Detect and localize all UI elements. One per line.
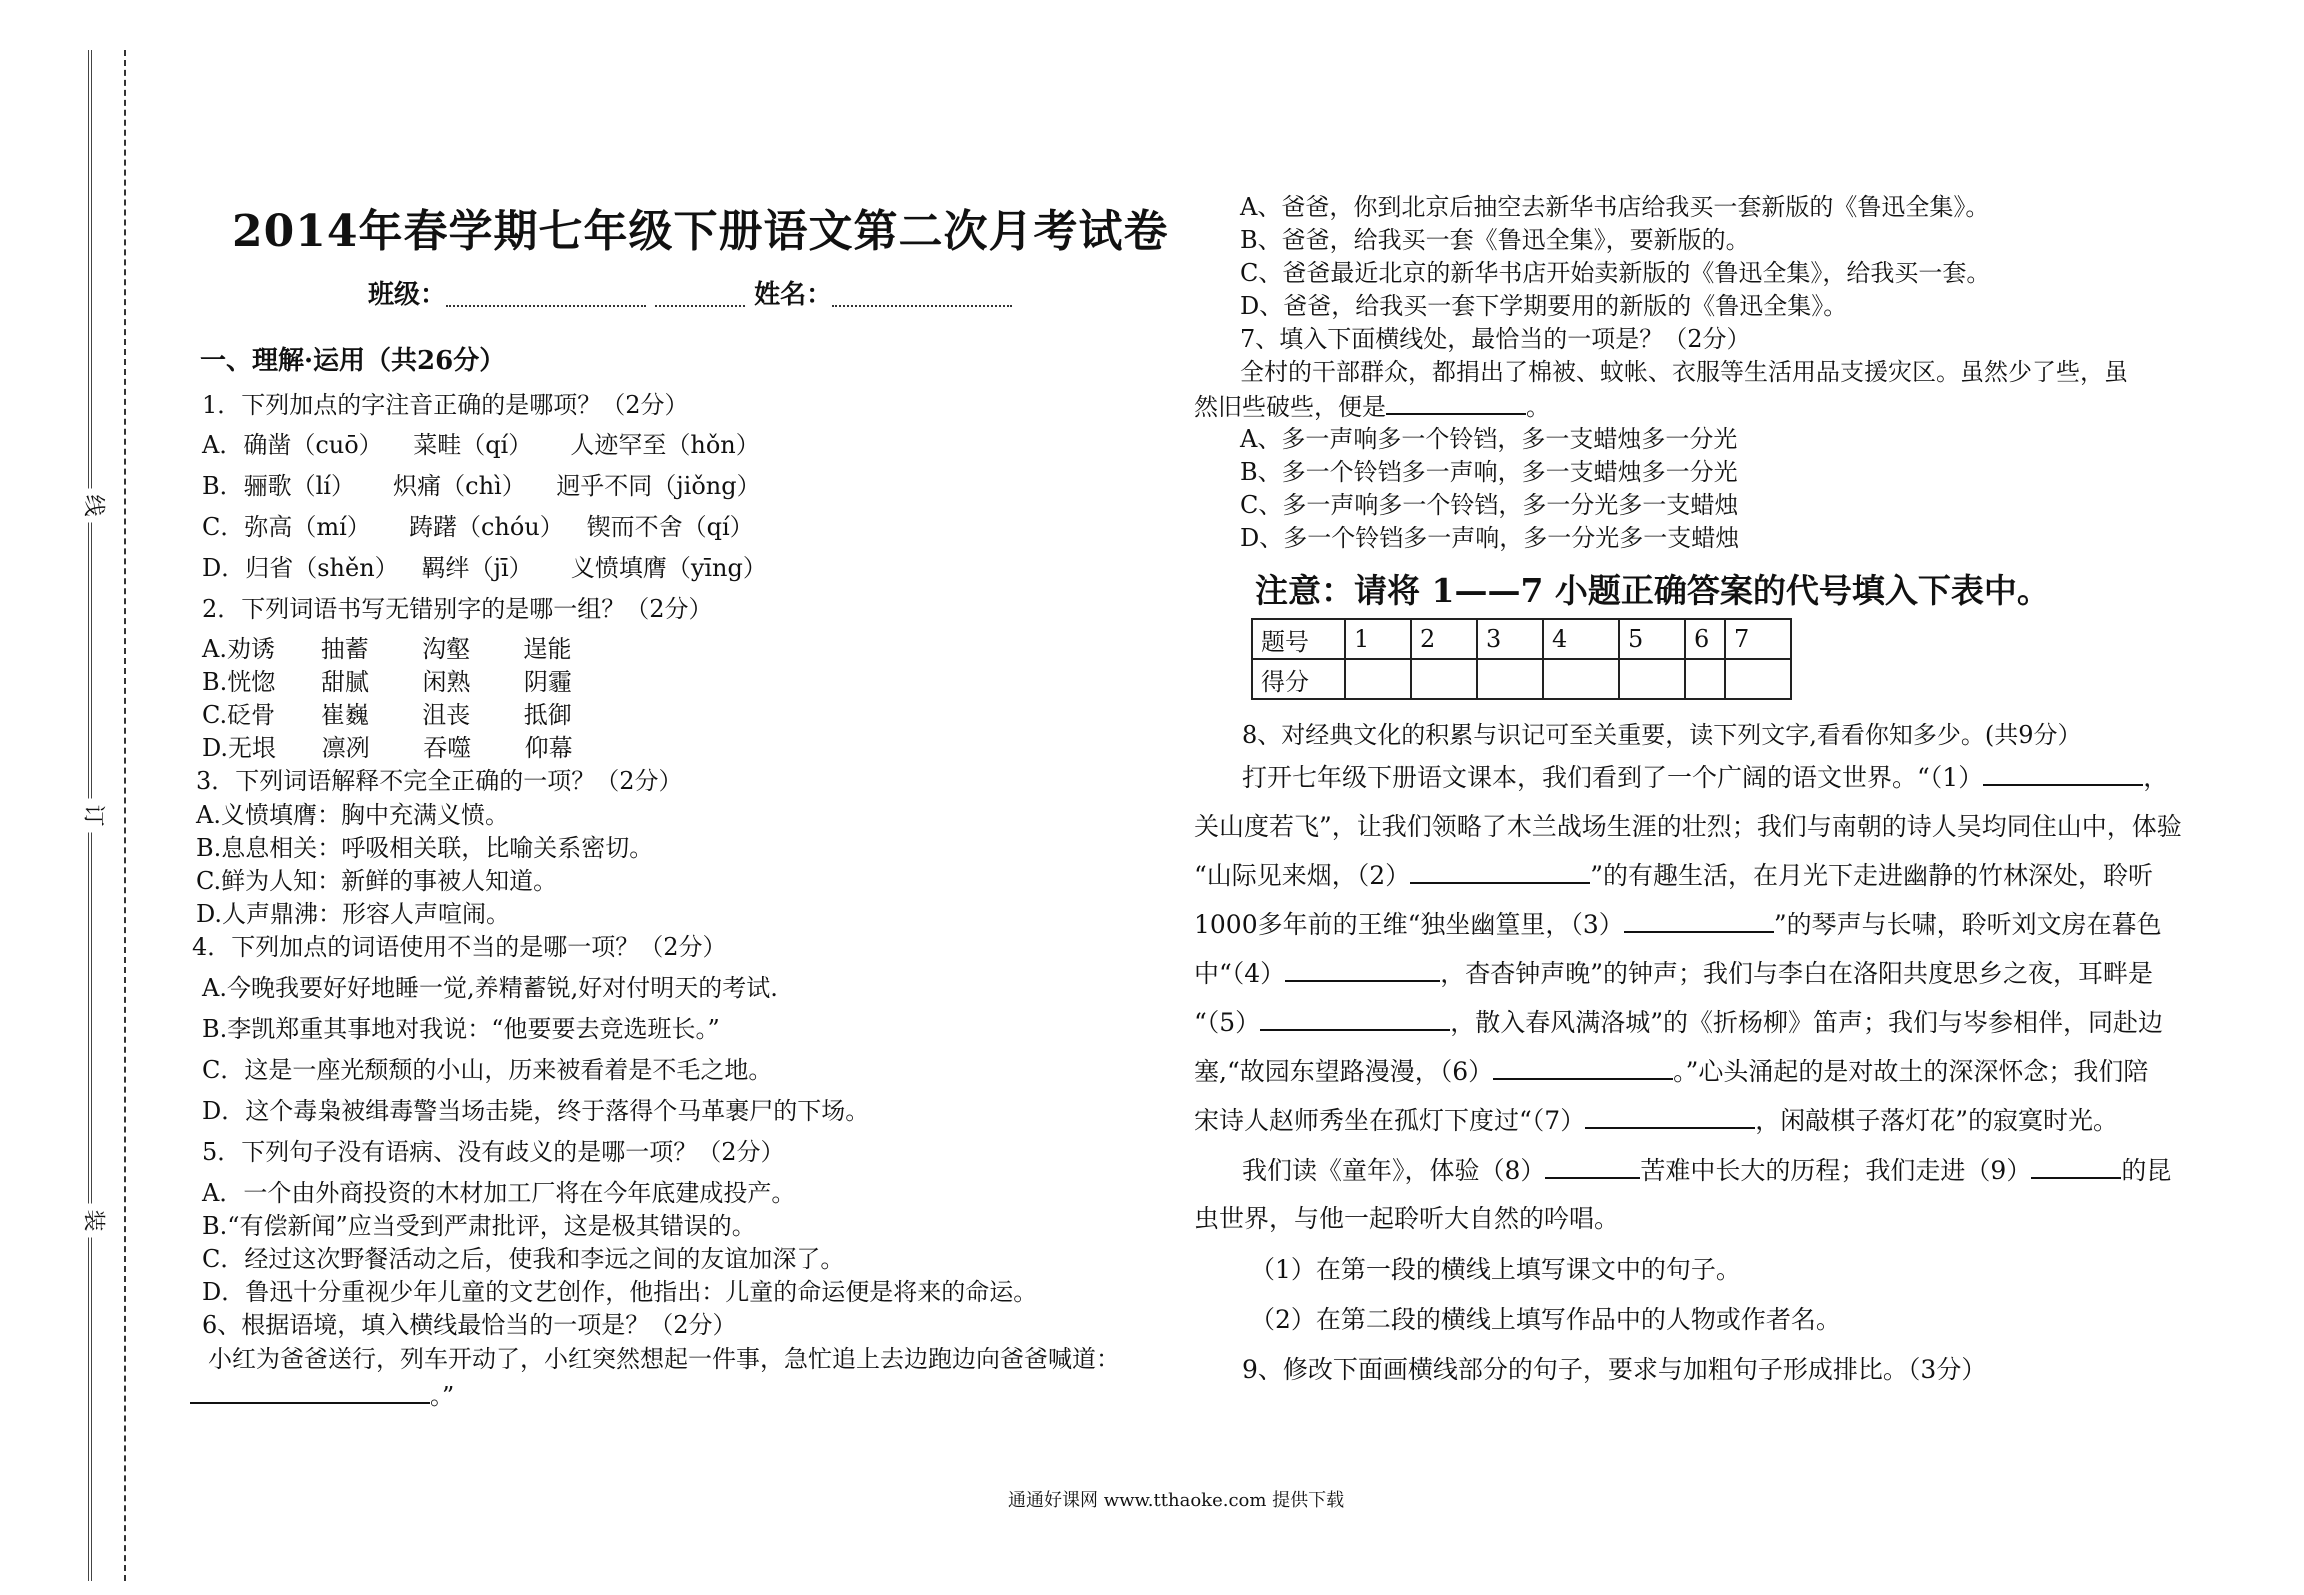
answer-table-cell: 1: [1345, 619, 1411, 659]
q4-option-d: D．这个毒枭被缉毒警当场击毙，终于落得个马革裹尸的下场。: [202, 1097, 870, 1125]
q8-line-4: [1194, 909, 2162, 940]
class-field[interactable]: [446, 285, 646, 307]
q2-option-d: D.无垠 凛冽 吞噬 仰幕: [202, 734, 573, 762]
class-label: 班级：: [368, 280, 447, 310]
answer-cell-6[interactable]: [1685, 659, 1725, 699]
q1-option-d: D．归省（shěn） 羁绊（jī） 义愤填膺（yīng）: [202, 554, 767, 582]
question-5: 5．下列句子没有语病、没有歧义的是哪一项？（2分）: [202, 1138, 785, 1166]
answer-table-cell: 题号: [1252, 619, 1345, 659]
q8-text: 的昆: [2121, 1156, 2172, 1185]
margin-label-ding: 订: [80, 798, 111, 832]
q8-text: 打开七年级下册语文课本，我们看到了一个广阔的语文世界。“（1）: [1242, 763, 1984, 792]
q7-blank[interactable]: [1386, 391, 1526, 415]
q7-option-b: B、多一个铃铛多一声响，多一支蜡烛多一分光: [1240, 458, 1738, 486]
q4-option-a: A.今晚我要好好地睡一觉,养精蓄锐,好对付明天的考试.: [202, 974, 778, 1002]
q8-blank-2[interactable]: [1410, 860, 1590, 884]
answer-cell-3[interactable]: [1477, 659, 1543, 699]
q8-text: “山际见来烟，（2）: [1194, 861, 1411, 890]
answer-table-cell: 4: [1543, 619, 1619, 659]
answer-cell-5[interactable]: [1619, 659, 1685, 699]
q8-sub-1: （1）在第一段的横线上填写课文中的句子。: [1250, 1255, 1741, 1284]
q5-option-c: C．经过这次野餐活动之后，使我和李远之间的友谊加深了。: [202, 1245, 845, 1273]
q5-option-a: A．一个由外商投资的木材加工厂将在今年底建成投产。: [202, 1179, 796, 1207]
q8-line-5: [1194, 958, 2153, 989]
q8-line-1: [1242, 762, 2168, 793]
footer-source: 通通好课网 www.tthaoke.com 提供下载: [1008, 1490, 1345, 1511]
q6-closing: 。”: [430, 1382, 455, 1410]
q8-line-6: [1194, 1007, 2163, 1038]
answer-cell-1[interactable]: [1345, 659, 1411, 699]
q8-line-3: [1194, 860, 2153, 891]
q8-blank-4[interactable]: [1285, 958, 1440, 982]
answer-table-cell: 7: [1725, 619, 1791, 659]
q8-line-7: [1194, 1056, 2148, 1087]
q8-line-2: 关山度若飞”，让我们领略了木兰战场生涯的壮烈；我们与南朝的诗人吴均同住山中，体验: [1194, 812, 2182, 841]
q8-comma: ，: [2143, 763, 2169, 792]
q7-context-2: [1194, 391, 1550, 422]
q3-option-d: D.人声鼎沸：形容人声喧闹。: [196, 900, 511, 928]
answer-cell-7[interactable]: [1725, 659, 1791, 699]
q8-text: 宋诗人赵师秀坐在孤灯下度过“（7）: [1194, 1106, 1586, 1135]
exam-title: 2014年春学期七年级下册语文第二次月考试卷: [232, 206, 1169, 257]
answer-table-cell: 得分: [1252, 659, 1345, 699]
q2-option-a: A.劝诱 抽蓄 沟壑 逞能: [202, 635, 572, 663]
question-7: 7、填入下面横线处，最恰当的一项是？（2分）: [1240, 325, 1751, 353]
q7-context-text: 然旧些破些，便是: [1194, 393, 1386, 421]
q3-option-c: C.鲜为人知：新鲜的事被人知道。: [196, 867, 558, 895]
q8-blank-7[interactable]: [1585, 1105, 1755, 1129]
q8-text: 1000多年前的王维“独坐幽篁里，（3）: [1194, 910, 1624, 939]
binding-margin-rule-inner: [124, 50, 126, 1581]
q6-blank[interactable]: [190, 1380, 430, 1404]
q8-text: ，闲敲棋子落灯花”的寂寞时光。: [1755, 1106, 2118, 1135]
question-3: 3．下列词语解释不完全正确的一项？（2分）: [196, 767, 683, 795]
q8-blank-1[interactable]: [1983, 762, 2143, 786]
q8-text: ”的有趣生活，在月光下走进幽静的竹林深处，聆听: [1590, 861, 2153, 890]
q5-option-b: B.“有偿新闻”应当受到严肃批评，这是极其错误的。: [202, 1212, 756, 1240]
q8-text: ，散入春风满洛城”的《折杨柳》笛声；我们与岑参相伴，同赴边: [1450, 1008, 2163, 1037]
question-1: 1．下列加点的字注音正确的是哪项？（2分）: [202, 391, 689, 419]
q8-sub-2: （2）在第二段的横线上填写作品中的人物或作者名。: [1250, 1305, 1841, 1334]
answer-table-cell: 2: [1411, 619, 1477, 659]
name-label: 姓名：: [754, 280, 833, 310]
q7-option-c: C、多一声响多一个铃铛，多一分光多一支蜡烛: [1240, 491, 1739, 519]
q8-blank-9[interactable]: [2031, 1155, 2121, 1179]
q1-option-c: C．弥高（mí） 踌躇（chóu） 锲而不舍（qí）: [202, 513, 754, 541]
q8-text: ”的琴声与长啸，聆听刘文房在暮色: [1773, 910, 2162, 939]
q7-option-a: A、多一声响多一个铃铛，多一支蜡烛多一分光: [1240, 425, 1738, 453]
q8-text: 中“（4）: [1194, 959, 1286, 988]
answer-cell-4[interactable]: [1543, 659, 1619, 699]
q8-text: 我们读《童年》，体验（8）: [1242, 1156, 1546, 1185]
section-heading: 一、理解·运用（共26分）: [200, 346, 506, 376]
question-6: 6、根据语境，填入横线最恰当的一项是？（2分）: [202, 1311, 737, 1339]
student-info-line: [368, 274, 1012, 311]
q8-para2-line-2: 虫世界，与他一起聆听大自然的吟唱。: [1194, 1204, 1620, 1233]
q6-option-d: D、爸爸，给我买一套下学期要用的新版的《鲁迅全集》。: [1240, 292, 1848, 320]
question-9: 9、修改下面画横线部分的句子，要求与加粗句子形成排比。（3分）: [1242, 1355, 1987, 1384]
q8-blank-5[interactable]: [1260, 1007, 1450, 1031]
question-4: 4．下列加点的词语使用不当的是哪一项？（2分）: [192, 933, 727, 961]
answer-table-score-row: [1252, 659, 1791, 699]
answer-cell-2[interactable]: [1411, 659, 1477, 699]
q6-option-c: C、爸爸最近北京的新华书店开始卖新版的《鲁迅全集》，给我买一套。: [1240, 259, 1991, 287]
q5-option-d: D．鲁迅十分重视少年儿童的文艺创作，他指出：儿童的命运便是将来的命运。: [202, 1278, 1038, 1306]
margin-label-xian: 线: [80, 488, 111, 522]
q1-option-b: B．骊歌（lí） 炽痛（chì） 迥乎不同（jiǒng）: [202, 472, 761, 500]
margin-label-zhuang: 装: [80, 1203, 111, 1237]
q8-text: 。”心头涌起的是对故土的深深怀念；我们陪: [1673, 1057, 2149, 1086]
answer-notice: 注意：请将 1——7 小题正确答案的代号填入下表中。: [1255, 571, 2050, 610]
question-8: 8、对经典文化的积累与识记可至关重要，读下列文字,看看你知多少。(共9分）: [1242, 721, 2082, 749]
name-field[interactable]: [832, 285, 1012, 307]
answer-table-header-row: [1252, 619, 1791, 659]
q6-option-b: B、爸爸，给我买一套《鲁迅全集》，要新版的。: [1240, 226, 1750, 254]
q1-option-a: A．确凿（cuō） 菜畦（qí） 人迹罕至（hǒn）: [202, 431, 760, 459]
q8-text: 塞,“故园东望路漫漫，（6）: [1194, 1057, 1494, 1086]
q8-line-8: [1194, 1105, 2118, 1136]
q8-blank-6[interactable]: [1493, 1056, 1673, 1080]
q8-blank-8[interactable]: [1545, 1155, 1640, 1179]
answer-table-cell: 6: [1685, 619, 1725, 659]
filler-dots: [655, 285, 745, 307]
q8-blank-3[interactable]: [1624, 909, 1774, 933]
q8-text: ，杳杳钟声晚”的钟声；我们与李白在洛阳共度思乡之夜，耳畔是: [1440, 959, 2153, 988]
q8-text: “（5）: [1194, 1008, 1261, 1037]
answer-table: [1251, 618, 1792, 700]
answer-table-cell: 5: [1619, 619, 1685, 659]
q2-option-c: C.砭骨 崔巍 沮丧 抵御: [202, 701, 572, 729]
q6-option-a: A、爸爸，你到北京后抽空去新华书店给我买一套新版的《鲁迅全集》。: [1240, 193, 1990, 221]
q6-context: 小红为爸爸送行，列车开动了，小红突然想起一件事，急忙追上去边跑边向爸爸喊道：: [208, 1345, 1120, 1373]
q4-option-c: C．这是一座光颓颓的小山，历来被看着是不毛之地。: [202, 1056, 773, 1084]
q6-answer-line: [190, 1380, 454, 1411]
q8-text: 苦难中长大的历程；我们走进（9）: [1640, 1156, 2032, 1185]
q3-option-b: B.息息相关：呼吸相关联，比喻关系密切。: [196, 834, 654, 862]
q4-option-b: B.李凯郑重其事地对我说：“他要要去竞选班长。”: [202, 1015, 720, 1043]
q3-option-a: A.义愤填膺：胸中充满义愤。: [196, 801, 509, 829]
q7-context-1: 全村的干部群众，都捐出了棉被、蚊帐、衣服等生活用品支援灾区。虽然少了些，虽: [1240, 358, 2128, 386]
q2-option-b: B.恍惚 甜腻 闲熟 阴霾: [202, 668, 572, 696]
question-2: 2．下列词语书写无错别字的是哪一组？（2分）: [202, 595, 713, 623]
q7-option-d: D、多一个铃铛多一声响，多一分光多一支蜡烛: [1240, 524, 1740, 552]
q7-period: 。: [1526, 393, 1550, 421]
q8-para2-line-1: [1242, 1155, 2171, 1186]
answer-table-cell: 3: [1477, 619, 1543, 659]
